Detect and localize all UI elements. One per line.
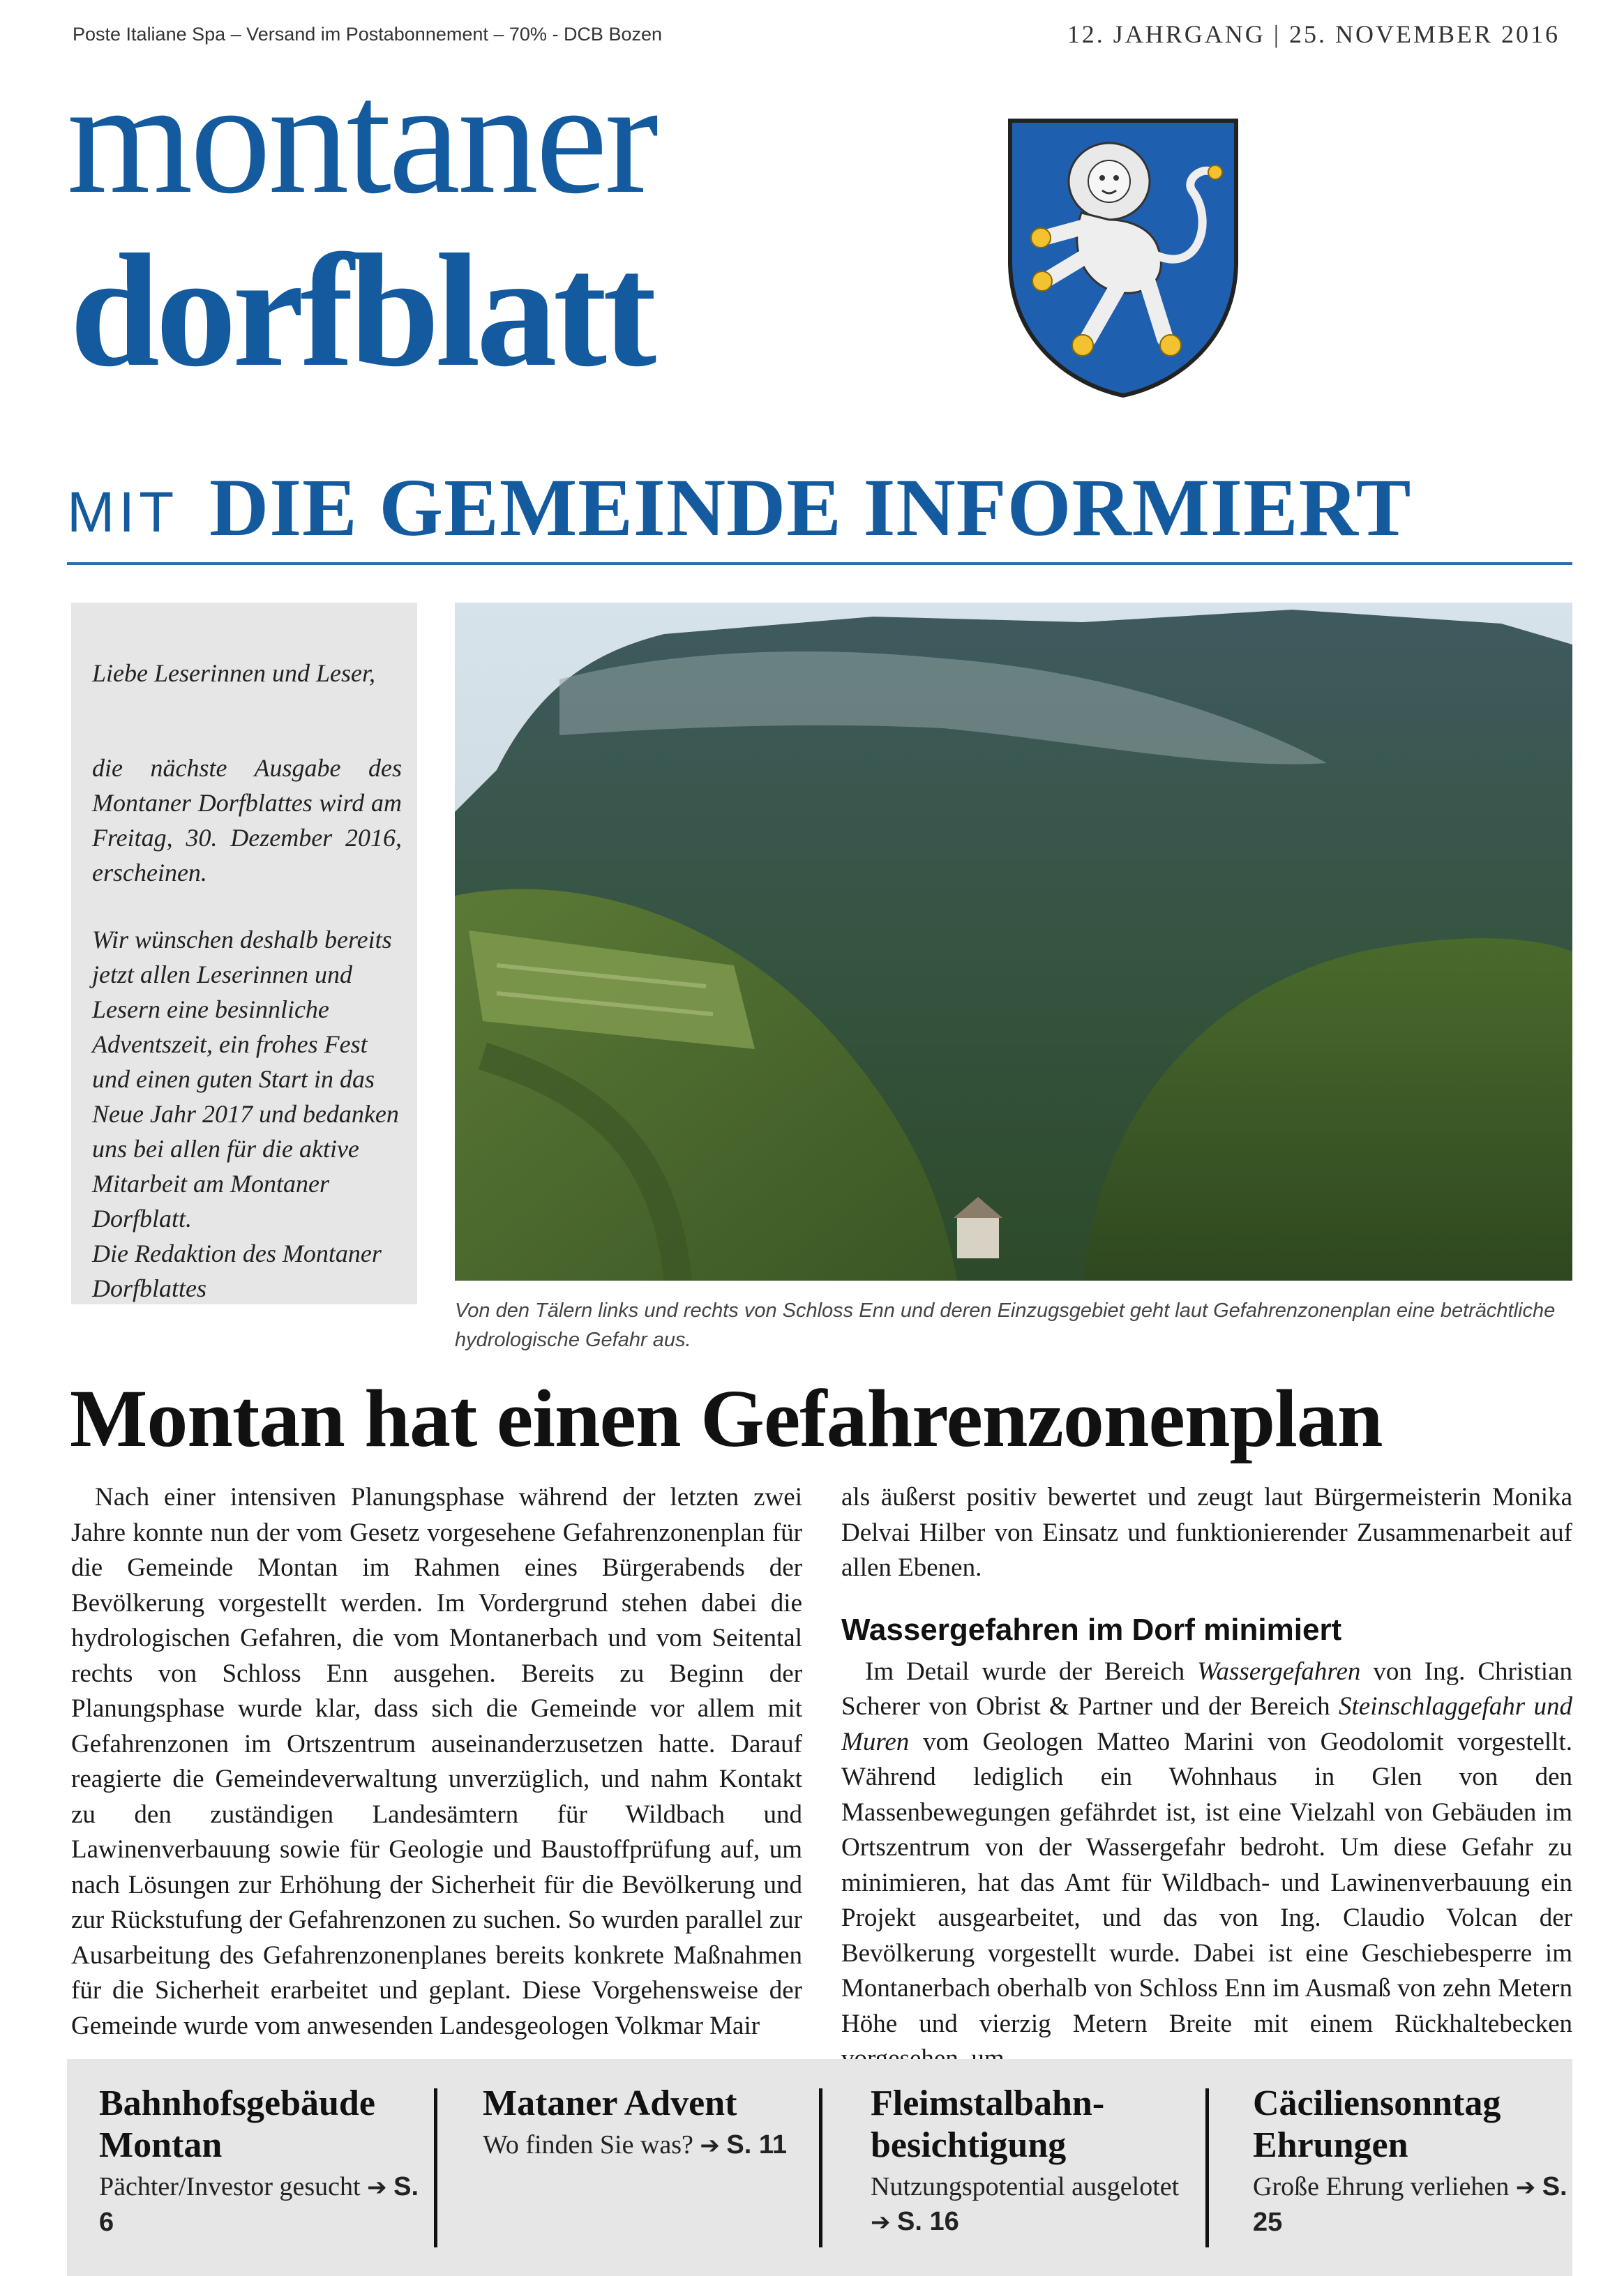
supplement-title: DIE GEMEINDE INFORMIERT xyxy=(209,462,1412,553)
teaser-title: Fleimstalbahn-besichtigung xyxy=(871,2083,1105,2165)
teaser-subtitle: Wo finden Sie was? xyxy=(483,2130,693,2160)
article-headline: Montan hat einen Gefahrenzonenplan xyxy=(70,1373,1383,1464)
editorial-paragraph-2: Wir wünschen deshalb bereits jetzt allen Leserinnen und Lesern eine besinnliche Adventszeit, ein frohes Fest und einen guten Start in das Neue Jahr 2017 und bedanken uns bei allen für die aktive Mitarbeit am Montaner Dorfblatt. xyxy=(92,926,399,1233)
editorial-signature: Die Redaktion des Montaner Dorfblattes xyxy=(92,1239,382,1302)
masthead-title-line2: dorfblatt xyxy=(70,221,653,400)
teaser-title: Mataner Advent xyxy=(483,2083,737,2123)
arrow-right-icon: ➔ xyxy=(871,2208,891,2236)
arrow-right-icon: ➔ xyxy=(700,2132,720,2160)
teaser-subtitle: Große Ehrung verliehen xyxy=(1253,2172,1510,2201)
teaser-page: S. 25 xyxy=(1253,2172,1567,2237)
masthead-divider xyxy=(67,562,1572,565)
lion-coat-of-arms-icon xyxy=(1005,115,1242,401)
article-column-1: Nach einer intensiven Planungsphase während der letzten zwei Jahre konnte nun der vom Gesetz vorgesehene Gefahrenzonenplan für die Gemeinde Montan im Rahmen eines Bürgerabends der Bevölkerung vorgestellt werden. Im Vordergrund stehen dabei die hydrologischen Gefahren, die vom Montanerbach und vom Seitental rechts von Schloss Enn ausgehen. Bereits zu Beginn der Planungsphase wurde klar, dass sich die Gemeinde vor allem mit Gefahrenzonen im Ortszentrum auseinanderzusetzen hatte. Darauf reagierte die Gemeindeverwaltung unverzüglich, und nahm Kontakt zu den zuständigen Landesämtern für Wildbach und Lawinenverbauung sowie für Geologie und Baustoffprüfung auf, um nach Lösungen zur Erhöhung der Sicherheit für die Bevölkerung und zur Rückstufung der Gefahrenzonen zu suchen. So wurden parallel zur Ausarbeitung des Gefahrenzonenplanes bereits konkrete Maßnahmen für die Sicherheit erarbeitet und geplant. Diese Vorgehensweise der Gemeinde wurde vom anwesenden Landesgeologen Volkmar Mair xyxy=(71,1483,802,2040)
teaser-subtitle: Pächter/Investor gesucht xyxy=(99,2172,361,2201)
arrow-right-icon: ➔ xyxy=(367,2173,387,2201)
teaser-bar xyxy=(67,2059,1572,2276)
text-emphasis: Wassergefahren xyxy=(1197,1657,1361,1686)
teaser-divider xyxy=(819,2088,822,2247)
issue-info: 12. JAHRGANG | 25. NOVEMBER 2016 xyxy=(1067,20,1560,48)
text-run: von Ing. Christian Scherer von Obrist & Partner und der Bereich xyxy=(841,1657,1572,1721)
article-column-2 xyxy=(841,1480,1572,2077)
text-emphasis: Steinschlaggefahr und Muren xyxy=(841,1692,1573,1756)
teaser-item[interactable] xyxy=(483,2083,818,2163)
teaser-divider xyxy=(1205,2088,1209,2247)
editorial-greeting: Liebe Leserinnen und Leser, xyxy=(92,659,375,687)
teaser-page: S. 6 xyxy=(99,2172,419,2237)
mountain-valley-photo xyxy=(455,603,1572,1281)
postal-notice: Poste Italiane Spa – Versand im Postabonnement – 70% - DCB Bozen xyxy=(73,24,663,45)
teaser-title: Cäciliensonntag Ehrungen xyxy=(1253,2083,1501,2165)
teaser-subtitle: Nutzungspotential ausgelotet xyxy=(871,2172,1180,2201)
supplement-prefix: MIT xyxy=(67,481,179,544)
teaser-title: Bahnhofsgebäude Montan xyxy=(99,2083,375,2165)
article-paragraph: als äußerst positiv bewertet und zeugt laut Bürgermeisterin Monika Delvai Hilber von Einsatz und funktionierender Zusammenarbeit auf allen Ebenen. xyxy=(841,1483,1572,1582)
arrow-right-icon: ➔ xyxy=(1515,2173,1536,2201)
text-run: vom Geologen Matteo Marini von Geodolomit vorgestellt. Während lediglich ein Wohnhaus in Glen von den Massenbewegungen gefährdet ist, ist eine Vielzahl von Gebäuden im Ortszentrum von der Wassergefahr bedroht. Um diese Gefahr zu minimieren, hat das Amt für Wildbach- und Lawinenverbauung ein Projekt ausgearbeitet, und das von Ing. Claudio Volcan der Bevölkerung vorgestellt wurde. Dabei ist eine Geschiebesperre im Montanerbach oberhalb von Schloss Enn im Ausmaß von zehn Metern Höhe und vierzig Metern Breite mit einem Rückhaltebecken xyxy=(841,1727,1572,2038)
teaser-divider xyxy=(434,2088,437,2247)
text-run: Im Detail wurde der Bereich xyxy=(865,1657,1198,1686)
masthead-title-line1: montaner xyxy=(67,48,656,227)
teaser-item[interactable] xyxy=(871,2083,1205,2240)
teaser-item[interactable] xyxy=(99,2083,434,2240)
editorial-box xyxy=(71,603,417,1304)
teaser-page: S. 11 xyxy=(726,2130,788,2160)
teaser-page: S. 16 xyxy=(897,2207,959,2236)
photo-caption: Von den Tälern links und rechts von Schloss Enn und deren Einzugsgebiet geht laut Gefahrenzonenplan eine beträchtliche hydrologische Gefahr aus. xyxy=(455,1299,1556,1351)
editorial-paragraph-1: die nächste Ausgabe des Montaner Dorfblattes wird am Freitag, 30. Dezember 2016, erscheinen. xyxy=(92,754,402,887)
article-subheading: Wassergefahren im Dorf minimiert xyxy=(841,1612,1342,1647)
article-paragraph xyxy=(841,1655,1572,2077)
teaser-item[interactable] xyxy=(1253,2083,1588,2240)
